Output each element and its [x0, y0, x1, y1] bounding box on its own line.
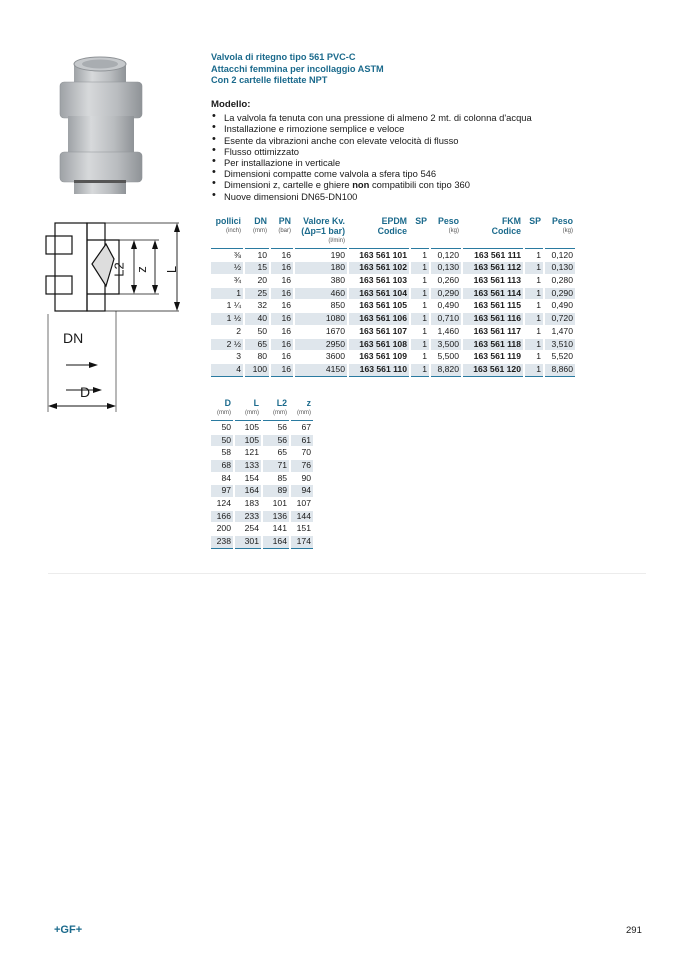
table-cell: 4: [211, 364, 243, 377]
header-text: Codice: [377, 225, 407, 236]
table-cell: 2 ½: [211, 339, 243, 351]
model-section: [211, 99, 532, 202]
table-cell: 32: [257, 300, 267, 311]
table-cell: 174: [291, 536, 313, 549]
table-cell: 105: [235, 435, 261, 447]
table-cell: 190: [330, 249, 345, 260]
table-cell: 121: [244, 447, 259, 458]
table-cell: 100: [245, 364, 269, 377]
valve-photo: [52, 52, 152, 198]
table-cell: 136: [263, 511, 289, 523]
table-row: [211, 351, 575, 363]
table-cell: 141: [272, 523, 287, 534]
table-cell: 56: [263, 435, 289, 447]
table-cell: 164: [235, 485, 261, 497]
table-row: [211, 250, 575, 262]
table-row: [211, 498, 313, 510]
table-cell: 163 561 114: [463, 288, 523, 300]
table-cell: 97: [211, 485, 233, 497]
table-cell: 163 561 107: [359, 325, 407, 336]
l2-label: L2: [111, 262, 127, 277]
table-cell: 2: [236, 325, 241, 336]
table-row: [211, 536, 313, 549]
header-text: z: [306, 398, 311, 408]
z-label: z: [133, 266, 149, 273]
table-row: [211, 364, 575, 377]
table-row: [211, 460, 313, 472]
header-text: Peso: [551, 216, 573, 226]
table-row: [211, 300, 575, 312]
table-cell: 16: [281, 275, 291, 285]
table-row: [211, 313, 575, 325]
table-cell: 0,130: [545, 262, 575, 274]
table-cell: 124: [216, 498, 231, 509]
header-text: (Δp=1 bar): [301, 225, 345, 236]
table-cell: 163 561 116: [463, 313, 523, 325]
table-cell: 58: [221, 447, 231, 458]
header-text: D: [224, 398, 231, 408]
table-cell: 1: [411, 262, 429, 274]
table-cell: 163 561 112: [463, 262, 523, 274]
d-label: D: [80, 384, 91, 400]
table-cell: 163 561 115: [473, 300, 521, 311]
table-cell: 0,280: [551, 275, 573, 285]
table-cell: 1: [536, 275, 541, 285]
column-header: [245, 217, 269, 249]
header-unit: (kg): [562, 227, 573, 234]
table-cell: 1: [536, 351, 541, 362]
table-cell: 163 561 120: [463, 364, 523, 377]
table-cell: 1: [422, 300, 427, 311]
header-text: L2: [276, 398, 287, 408]
feature-item: • Dimensioni compatte come valvola a sfera tipo 546: [211, 168, 532, 179]
header-text: Peso: [437, 216, 459, 226]
column-header: [271, 217, 293, 249]
table-cell: 8,860: [545, 364, 575, 377]
table-cell: 65: [245, 339, 269, 351]
column-header: [545, 217, 575, 249]
table-cell: 16: [271, 313, 293, 325]
table-cell: 1: [411, 288, 429, 300]
table-cell: 163 561 119: [473, 351, 521, 362]
table-cell: 101: [272, 498, 287, 509]
table-cell: 85: [277, 472, 287, 483]
header-text: Valore Kv.: [303, 216, 345, 226]
table-row: [211, 262, 575, 274]
table-cell: 4150: [295, 364, 347, 377]
table-cell: 460: [295, 288, 347, 300]
table-cell: 0,260: [437, 275, 459, 285]
table-cell: 133: [235, 460, 261, 472]
table-cell: 163 561 101: [359, 249, 407, 260]
table-cell: 25: [245, 288, 269, 300]
table-cell: 238: [211, 536, 233, 549]
table-row: [211, 447, 313, 459]
feature-item: • Installazione e rimozione semplice e veloce: [211, 123, 532, 134]
column-header: [235, 399, 261, 421]
table-cell: 94: [291, 485, 313, 497]
page-number: 291: [626, 925, 642, 936]
table-cell: 154: [244, 472, 259, 483]
table-cell: 50: [211, 435, 233, 447]
header-unit: (mm): [297, 409, 311, 416]
table-cell: 1: [422, 275, 427, 285]
table-cell: 90: [301, 472, 311, 483]
table-cell: 180: [295, 262, 347, 274]
table-cell: 16: [281, 351, 291, 362]
table-row: [211, 523, 313, 535]
feature-item: • Esente da vibrazioni anche con elevate velocità di flusso: [211, 135, 532, 146]
column-header: [263, 399, 289, 421]
feature-item: • La valvola fa tenuta con una pressione di almeno 2 mt. di colonna d'acqua: [211, 112, 532, 123]
feature-item: • Flusso ottimizzato: [211, 146, 532, 157]
title-line: Valvola di ritegno tipo 561 PVC-C: [211, 52, 356, 62]
table-cell: ½: [211, 262, 243, 274]
table-cell: 61: [291, 435, 313, 447]
table-cell: 850: [330, 300, 345, 311]
table-cell: 3600: [325, 351, 345, 362]
table-cell: 3,510: [545, 339, 575, 351]
header-unit: (kg): [448, 227, 459, 234]
table-cell: 163 561 102: [349, 262, 409, 274]
table-cell: 71: [263, 460, 289, 472]
table-row: [211, 422, 313, 434]
title-line: Attacchi femmina per incollaggio ASTM: [211, 63, 384, 74]
table-cell: 380: [330, 275, 345, 285]
title-line: Con 2 cartelle filettate NPT: [211, 75, 328, 85]
table-cell: 1: [536, 249, 541, 260]
table-row: [211, 275, 575, 287]
table-cell: 5,500: [437, 351, 459, 362]
table-cell: 16: [271, 262, 293, 274]
table-cell: 0,490: [551, 300, 573, 311]
table-cell: 163 561 105: [359, 300, 407, 311]
table-cell: 16: [281, 249, 291, 260]
l-label: L: [164, 265, 180, 274]
header-text: DN: [254, 216, 267, 226]
table-cell: 163 561 108: [349, 339, 409, 351]
dimensions-table: [209, 398, 315, 550]
column-header: [291, 399, 313, 421]
table-cell: 1: [411, 313, 429, 325]
header-text: FKM: [501, 216, 521, 226]
table-cell: 163 561 109: [359, 351, 407, 362]
table-cell: 1: [536, 325, 541, 336]
header-unit: (l/min): [328, 237, 345, 244]
table-cell: 50: [257, 325, 267, 336]
table-cell: 301: [235, 536, 261, 549]
table-cell: 1670: [325, 325, 345, 336]
table-cell: 0,130: [431, 262, 461, 274]
emphasis: non: [352, 179, 370, 191]
table-cell: 0,290: [545, 288, 575, 300]
header-unit: (mm): [273, 409, 287, 416]
feature-item: • Nuove dimensioni DN65-DN100: [211, 191, 532, 202]
table-cell: 166: [211, 511, 233, 523]
header-text: PN: [278, 216, 291, 226]
table-cell: 163 561 117: [473, 325, 521, 336]
table-cell: 0,490: [437, 300, 459, 311]
table-cell: 105: [244, 421, 259, 432]
table-cell: 16: [271, 364, 293, 377]
table-cell: 0,710: [431, 313, 461, 325]
product-code-table: [209, 216, 577, 378]
table-row: [211, 511, 313, 523]
table-cell: 56: [277, 421, 287, 432]
header-text: SP: [415, 216, 427, 226]
table-cell: 1080: [295, 313, 347, 325]
header-unit: (inch): [225, 227, 241, 234]
column-header: [411, 217, 429, 249]
table-row: [211, 485, 313, 497]
table-cell: 5,520: [551, 351, 573, 362]
table-cell: 16: [281, 300, 291, 311]
table-cell: 16: [271, 339, 293, 351]
table-cell: 0,120: [551, 249, 573, 260]
column-header: [431, 217, 461, 249]
header-unit: (mm): [253, 227, 267, 234]
table-cell: 10: [257, 249, 267, 260]
table-cell: 1: [411, 339, 429, 351]
table-row: [211, 473, 313, 485]
text: Dimensioni z, cartelle e ghiere: [224, 179, 353, 191]
table-cell: 1: [525, 339, 543, 351]
table-cell: ⅜: [233, 249, 241, 260]
table-cell: 84: [221, 472, 231, 483]
table-cell: 163 561 111: [474, 249, 521, 260]
column-header: [525, 217, 543, 249]
table-cell: 2950: [295, 339, 347, 351]
text: compatibili con tipo 360: [369, 179, 470, 191]
table-cell: 80: [257, 351, 267, 362]
table-cell: 16: [281, 325, 291, 336]
table-cell: 163 561 104: [349, 288, 409, 300]
feature-item: • Per installazione in verticale: [211, 157, 532, 168]
table-cell: 1: [211, 288, 243, 300]
table-cell: 1: [525, 313, 543, 325]
table-cell: 1: [525, 364, 543, 377]
product-title: [211, 52, 384, 87]
table-cell: 20: [257, 275, 267, 285]
table-cell: 1 ½: [211, 313, 243, 325]
table-row: [211, 435, 313, 447]
table-cell: 76: [291, 460, 313, 472]
table-cell: 163 561 113: [473, 275, 521, 285]
column-header: [211, 217, 243, 249]
table-cell: 3,500: [431, 339, 461, 351]
table-cell: 0,120: [437, 249, 459, 260]
table-cell: 233: [235, 511, 261, 523]
table-cell: 40: [245, 313, 269, 325]
column-header: [295, 217, 347, 249]
table-cell: 1: [525, 262, 543, 274]
table-cell: 254: [244, 523, 259, 534]
header-text: SP: [529, 216, 541, 226]
table-cell: 144: [291, 511, 313, 523]
header-unit: (mm): [217, 409, 231, 416]
table-cell: 50: [221, 421, 231, 432]
table-cell: 65: [277, 447, 287, 458]
table-cell: 1: [411, 364, 429, 377]
feature-list: [211, 112, 532, 202]
column-header: [463, 217, 523, 249]
table-cell: 1 ¼: [226, 300, 241, 311]
header-text: pollici: [215, 216, 241, 226]
table-cell: 1,470: [551, 325, 573, 336]
column-header: [349, 217, 409, 249]
column-header: [211, 399, 233, 421]
table-cell: 164: [263, 536, 289, 549]
table-row: [211, 339, 575, 351]
table-cell: 183: [244, 498, 259, 509]
technical-drawing: [44, 214, 194, 414]
table-cell: 1: [422, 249, 427, 260]
gf-logo: +GF+: [54, 924, 83, 936]
table-cell: 151: [296, 523, 311, 534]
table-cell: 89: [263, 485, 289, 497]
table-cell: 68: [211, 460, 233, 472]
table-cell: 1: [525, 288, 543, 300]
header-text: EPDM: [381, 216, 407, 226]
model-heading: Modello:: [211, 99, 251, 110]
table-cell: 0,290: [431, 288, 461, 300]
table-cell: 107: [296, 498, 311, 509]
table-row: [211, 326, 575, 338]
header-text: L: [253, 398, 259, 408]
table-cell: 163 561 118: [463, 339, 523, 351]
divider: [48, 573, 646, 574]
table-cell: 1,460: [437, 325, 459, 336]
table-cell: ¾: [233, 275, 241, 285]
table-cell: 8,820: [431, 364, 461, 377]
table-cell: 15: [245, 262, 269, 274]
table-cell: 67: [301, 421, 311, 432]
table-cell: 163 561 110: [349, 364, 409, 377]
header-unit: (mm): [245, 409, 259, 416]
header-unit: (bar): [278, 227, 291, 234]
table-cell: 3: [236, 351, 241, 362]
table-row: [211, 288, 575, 300]
header-text: Codice: [491, 225, 521, 236]
table-cell: 200: [216, 523, 231, 534]
table-cell: 70: [301, 447, 311, 458]
table-cell: 0,720: [545, 313, 575, 325]
table-cell: 16: [271, 288, 293, 300]
feature-item: [211, 179, 532, 190]
table-cell: 1: [422, 325, 427, 336]
dn-label: DN: [63, 330, 84, 346]
table-cell: 1: [422, 351, 427, 362]
table-cell: 163 561 106: [349, 313, 409, 325]
table-cell: 1: [536, 300, 541, 311]
table-cell: 163 561 103: [359, 275, 407, 285]
